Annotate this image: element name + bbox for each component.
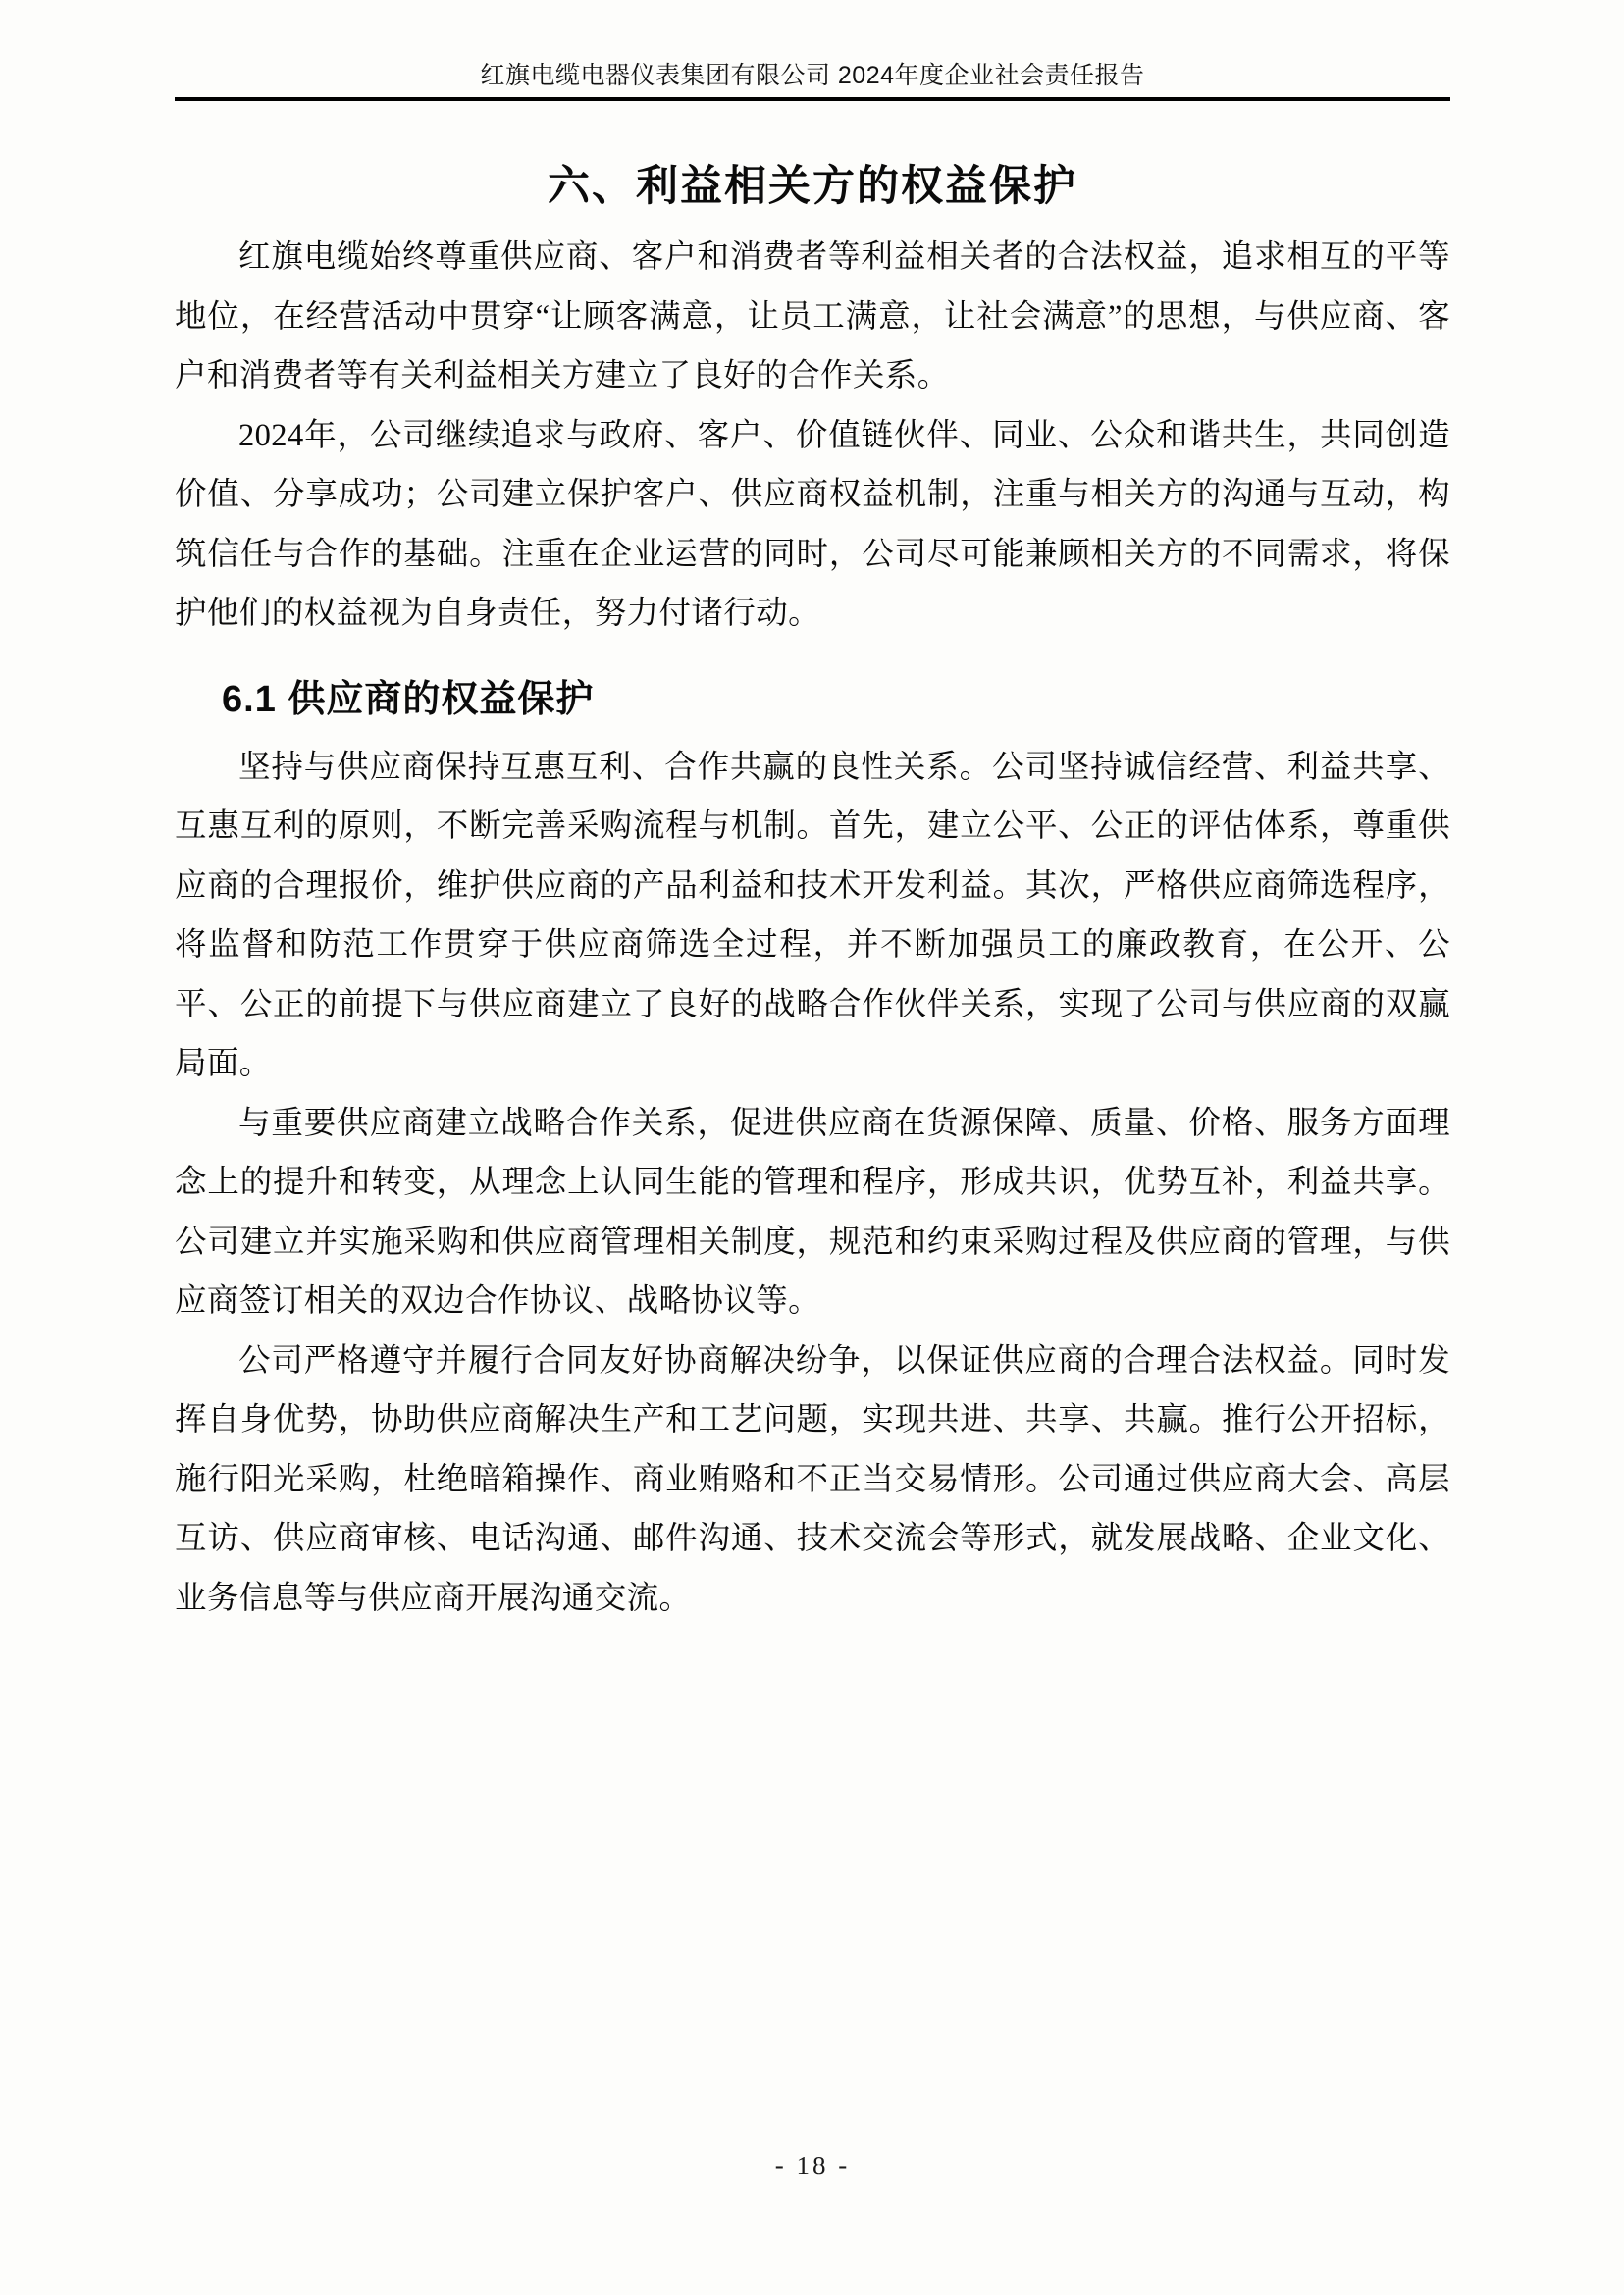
page-content [175,137,1450,1628]
page-footer [175,2151,1450,2181]
header-divider-rule [175,97,1450,101]
subsection-paragraph-1: 坚持与供应商保持互惠互利、合作共赢的良性关系。公司坚持诚信经营、利益共享、互惠互利的原则，不断完善采购流程与机制。首先，建立公平、公正的评估体系，尊重供应商的合理报价，维护供应商的产品利益和技术开发利益。其次，严格供应商筛选程序，将监督和防范工作贯穿于供应商筛选全过程，并不断加强员工的廉政教育，在公开、公平、公正的前提下与供应商建立了良好的战略合作伙伴关系，实现了公司与供应商的双赢局面。 [175,749,1450,1081]
running-header-title: 红旗电缆电器仪表集团有限公司 2024年度企业社会责任报告 [480,62,1145,89]
subsection-paragraph-3: 公司严格遵守并履行合同友好协商解决纷争，以保证供应商的合理合法权益。同时发挥自身优势，协助供应商解决生产和工艺问题，实现共进、共享、共赢。推行公开招标，施行阳光采购，杜绝暗箱操作、商业贿赂和不正当交易情形。公司通过供应商大会、高层互访、供应商审核、电话沟通、邮件沟通、技术交流会等形式，就发展战略、企业文化、业务信息等与供应商开展沟通交流。 [175,1342,1450,1616]
intro-paragraph-1: 红旗电缆始终尊重供应商、客户和消费者等利益相关者的合法权益，追求相互的平等地位，在经营活动中贯穿“让顾客满意，让员工满意，让社会满意”的思想，与供应商、客户和消费者等有关利益相关方建立了良好的合作关系。 [175,239,1450,393]
subsection-paragraph-2: 与重要供应商建立战略合作关系，促进供应商在货源保障、质量、价格、服务方面理念上的提升和转变，从理念上认同生能的管理和程序，形成共识，优势互补，利益共享。公司建立并实施采购和供应商管理相关制度，规范和约束采购过程及供应商的管理，与供应商签订相关的双边合作协议、战略协议等。 [175,1105,1450,1319]
page-header [175,61,1450,90]
page-number: - 18 - [774,2151,851,2180]
subsection-heading-6-1: 6.1 供应商的权益保护 [222,678,595,720]
section-heading: 六、利益相关方的权益保护 [548,163,1077,210]
intro-paragraph-2: 2024年，公司继续追求与政府、客户、价值链伙伴、同业、公众和谐共生，共同创造价值、分享成功；公司建立保护客户、供应商权益机制，注重与相关方的沟通与互动，构筑信任与合作的基础。注重在企业运营的同时，公司尽可能兼顾相关方的不同需求，将保护他们的权益视为自身责任，努力付诸行动。 [175,417,1450,631]
